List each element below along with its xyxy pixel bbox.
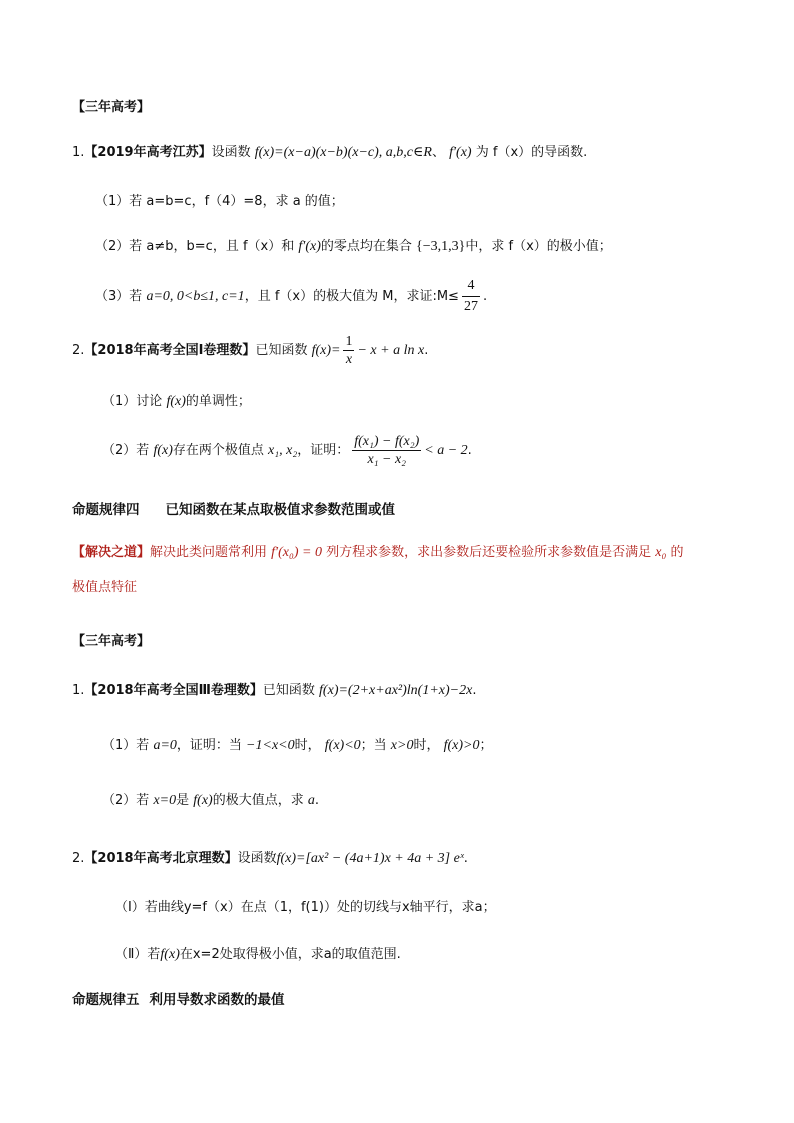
problem-tail: . xyxy=(463,851,468,866)
part-text: 若 xyxy=(136,443,150,458)
part-text: ；当 xyxy=(360,738,387,753)
problem-lead: 设函数 xyxy=(211,145,251,160)
function-rhs: − x + a ln x xyxy=(357,343,425,358)
part-text: 存在两个极值点 xyxy=(172,443,264,458)
part-label: （Ⅰ） xyxy=(115,900,145,915)
function-symbol: f(x) xyxy=(166,394,186,409)
function-symbol: f(x) xyxy=(153,443,173,458)
part-text: 在x=2处取得极小值，求a的取值范围. xyxy=(179,947,401,962)
condition-formula: a=0 xyxy=(153,738,177,753)
function-formula: f(x)=[ax² − (4a+1)x + 4a + 3] eˣ xyxy=(276,851,464,866)
fraction-numerator: 1 xyxy=(345,334,353,349)
part-text: . xyxy=(482,289,488,304)
method-bracket: 【解决之道】 xyxy=(72,545,151,560)
problem-3-part-2 xyxy=(102,791,319,811)
part-text: 的零点均在集合 xyxy=(320,239,412,254)
problem-4-part-1 xyxy=(115,898,496,918)
part-text: 若 xyxy=(147,947,161,962)
fraction-denominator: x₁ − x₂ xyxy=(367,452,407,467)
function-symbol: f(x) xyxy=(160,947,180,962)
part-text: ，证明： xyxy=(297,443,350,458)
fraction-4-27 xyxy=(462,276,480,317)
rule-5-heading xyxy=(72,990,285,1010)
fraction-1-over-x xyxy=(343,333,354,368)
condition-formula: x=0 xyxy=(153,793,177,808)
problem-lead: 已知函数 xyxy=(255,343,308,358)
problem-source: 【2019年高考江苏】 xyxy=(84,145,212,160)
part-label: （2） xyxy=(95,239,130,254)
section-title: 【三年高考】 xyxy=(72,634,151,649)
method-x0: x₀ xyxy=(655,545,667,560)
problem-source: 【2018年高考北京理数】 xyxy=(84,851,238,866)
problem-lead: 已知函数 xyxy=(262,683,315,698)
part-text: . xyxy=(314,793,319,808)
part-text: 的极大值点，求 xyxy=(212,793,304,808)
method-text: 解决此类问题常利用 xyxy=(150,545,268,560)
part-text: . xyxy=(467,443,472,458)
part-text: 若 xyxy=(136,738,150,753)
part-text: 中，求 f（x）的极小值； xyxy=(465,239,612,254)
problem-4-part-2 xyxy=(115,945,401,965)
function-formula: f(x)=(2+x+ax²)ln(1+x)−2x xyxy=(319,683,473,698)
method-text: 极值点特征 xyxy=(72,580,138,595)
method-equation: f′(x₀) = 0 xyxy=(271,545,322,560)
part-label: （3） xyxy=(95,289,130,304)
method-text: 列方程求参数，求出参数后还要检验所求参数值是否满足 xyxy=(326,545,652,560)
punctuation: 、 xyxy=(431,145,445,160)
part-text: 时， xyxy=(294,738,321,753)
problem-lead: 设函数 xyxy=(237,851,277,866)
inequality: < a − 2 xyxy=(424,443,468,458)
extreme-points: x₁, x₂ xyxy=(268,443,298,458)
part-label: （Ⅱ） xyxy=(115,947,148,962)
part-text: ，且 f（x）的极大值为 M，求证:M≤ xyxy=(244,289,459,304)
zero-set: {−3,1,3} xyxy=(416,239,466,254)
part-text: 时， xyxy=(413,738,440,753)
rule-number: 命题规律五 xyxy=(72,992,140,1008)
method-tip-line-1 xyxy=(72,543,684,563)
variable-a: a xyxy=(307,793,315,808)
problem-1-part-3 xyxy=(95,276,487,317)
part-text: 的单调性； xyxy=(185,394,251,409)
part-label: （1） xyxy=(95,194,130,209)
problem-number: 2. xyxy=(72,343,85,358)
problem-number: 1. xyxy=(72,683,85,698)
part-text: 若 xyxy=(136,793,150,808)
problem-4-stem xyxy=(72,849,468,869)
rule-number: 命题规律四 xyxy=(72,502,140,518)
result-2: f(x)>0 xyxy=(443,738,480,753)
problem-tail: . xyxy=(424,343,429,358)
function-lhs: f(x)= xyxy=(311,343,341,358)
problem-source: 【2018年高考全国Ⅲ卷理数】 xyxy=(84,683,263,698)
derivative-symbol: f′(x) xyxy=(449,145,472,160)
problem-1-part-2 xyxy=(95,237,612,257)
interval-1: −1<x<0 xyxy=(246,738,295,753)
derivative-symbol: f′(x) xyxy=(298,239,321,254)
function-formula: f(x)=(x−a)(x−b)(x−c), a,b,c∈R xyxy=(254,145,432,160)
difference-quotient xyxy=(352,433,421,468)
problem-source: 【2018年高考全国Ⅰ卷理数】 xyxy=(84,343,256,358)
problem-1-part-1 xyxy=(95,192,344,212)
problem-1-stem xyxy=(72,143,587,163)
problem-tail: . xyxy=(472,683,477,698)
method-text: 的 xyxy=(670,545,684,560)
part-text: 若 a=b=c，f（4）=8，求 a 的值； xyxy=(129,194,344,209)
problem-2-stem xyxy=(72,333,428,368)
condition-formula: a=0, 0<b≤1, c=1 xyxy=(146,289,245,304)
part-text: 若 xyxy=(129,289,143,304)
fraction-denominator: 27 xyxy=(463,299,478,314)
function-symbol: f(x) xyxy=(193,793,213,808)
problem-3-part-1 xyxy=(102,736,493,756)
rule-title: 利用导数求函数的最值 xyxy=(149,992,285,1008)
problem-number: 2. xyxy=(72,851,85,866)
fraction-numerator: f(x₁) − f(x₂) xyxy=(354,434,420,449)
method-tip-line-2 xyxy=(72,578,137,598)
part-text: 讨论 xyxy=(136,394,163,409)
part-label: （1） xyxy=(102,394,137,409)
part-text: ，证明：当 xyxy=(176,738,242,753)
part-label: （2） xyxy=(102,793,137,808)
rule-title: 已知函数在某点取极值求参数范围或值 xyxy=(165,502,395,518)
part-text: ； xyxy=(479,738,493,753)
part-text: 是 xyxy=(176,793,190,808)
problem-tail: 为 f（x）的导函数. xyxy=(475,145,588,160)
problem-number: 1. xyxy=(72,145,85,160)
part-text: 若曲线y=f（x）在点（1，f(1)）处的切线与x轴平行，求a； xyxy=(144,900,496,915)
part-label: （1） xyxy=(102,738,137,753)
problem-3-stem xyxy=(72,681,476,701)
part-text: 若 a≠b，b=c，且 f（x）和 xyxy=(129,239,295,254)
fraction-numerator: 4 xyxy=(462,276,480,297)
problem-2-part-1 xyxy=(102,392,251,412)
rule-4-heading xyxy=(72,500,395,520)
interval-2: x>0 xyxy=(390,738,414,753)
fraction-denominator: x xyxy=(345,352,353,367)
result-1: f(x)<0 xyxy=(324,738,361,753)
section-title: 【三年高考】 xyxy=(72,100,151,115)
part-label: （2） xyxy=(102,443,137,458)
problem-2-part-2 xyxy=(102,433,472,468)
